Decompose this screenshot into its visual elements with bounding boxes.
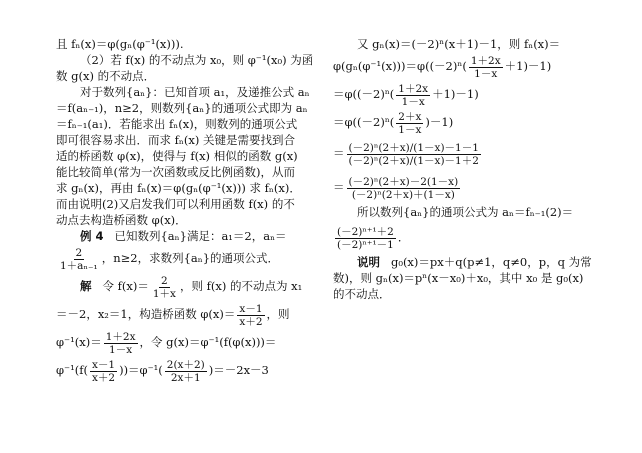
note-text: g₀(x)＝px＋q(p≠1，q≠0，p，q 为常 [390, 255, 592, 269]
example-tail: ，n≥2，求数列{aₙ}的通项公式． [101, 251, 280, 265]
note-label: 说明 [357, 255, 380, 269]
text-line: 求 gₙ(x)，再由 fₙ(x)＝φ(gₙ(φ⁻¹(x))) 求 fₙ(x)． [56, 181, 301, 195]
text-line: 数 g(x) 的不动点． [56, 69, 156, 83]
text-line: ＝f(aₙ₋₁)，n≥2，则数列{aₙ}的通项公式即为 aₙ [56, 101, 308, 115]
text-line: ＝fₙ₋₁(a₁)．若能求出 fₙ(x)，则数列的通项公式 [56, 117, 298, 131]
example-4-formula-line [56, 244, 318, 272]
right-column [333, 36, 601, 302]
solution-label: 解 [80, 279, 92, 293]
note-line-1 [333, 254, 601, 270]
formula-text: ＋1)－1) [504, 59, 552, 73]
note-line-2: 数)，则 gₙ(x)＝pⁿ(x－x₀)＋x₀，其中 x₀ 是 g₀(x) [333, 271, 584, 285]
solution-text: ，则 f(x) 的不动点为 x₁ [179, 279, 303, 293]
solution-text: ，则 [266, 307, 290, 321]
right-line-7: 所以数列{aₙ}的通项公式为 aₙ＝fₙ₋₁(2)＝ [357, 205, 574, 219]
solution-text: φ⁻¹(x)＝ [56, 335, 102, 349]
text-line: 而由说明(2)又启发我们可以利用函数 f(x) 的不 [56, 197, 295, 211]
fraction: $\frac{1+2x}{1-x}$ [398, 82, 429, 108]
fraction: $\frac{x-1}{x+2}$ [91, 358, 116, 384]
text-line: 对于数列{aₙ}：已知首项 a₁，及递推公式 aₙ [80, 85, 310, 99]
text-line: 能比较简单(常为一次函数或反比例函数)，从而 [56, 165, 295, 179]
solution-text: ＝－2，x₂＝1，构造桥函数 φ(x)＝ [56, 307, 236, 321]
right-line-5: ＝ $\frac{\text{(－2)ⁿ(2＋x)/(1－x)－1－1}}{\text{(－2)ⁿ(2＋x)/(1－x)－1＋2}}$ [333, 141, 479, 167]
formula-text: ＋1)－1) [432, 87, 479, 101]
solution-text: φ⁻¹(f( [56, 363, 88, 377]
solution-line-3 [56, 328, 318, 356]
text-line: 且 fₙ(x)＝φ(gₙ(φ⁻¹(x))). [56, 37, 184, 51]
solution-line-4 [56, 356, 318, 384]
formula-text: ＝φ((－2)ⁿ( [333, 115, 395, 129]
right-line-1: 又 gₙ(x)＝(－2)ⁿ(x＋1)－1，则 fₙ(x)＝ [357, 37, 561, 51]
fraction: $\frac{\text{(－2)ⁿ(2＋x)－2(1－x)}}{\text{(－2)ⁿ(2＋x)＋(1－x)}}$ [348, 175, 459, 201]
left-column [56, 36, 318, 384]
right-line-4 [333, 108, 601, 136]
fraction: $\frac{\text{(－2)ⁿ⁺¹＋2}}{\text{(－2)ⁿ⁺¹－1}}$ [337, 225, 394, 251]
note-line-3: 的不动点． [333, 287, 391, 301]
fraction: $\frac{1+2x}{1-x}$ [470, 54, 501, 80]
formula-text: φ(gₙ(φ⁻¹(x)))＝φ((－2)ⁿ( [333, 59, 467, 73]
right-line-3 [333, 80, 601, 108]
fraction: $\frac{2}{\text{1＋aₙ₋₁}}$ [60, 246, 98, 272]
example-text: 已知数列{aₙ}满足：a₁＝2，aₙ＝ [114, 229, 287, 243]
solution-text: 令 f(x)＝ [102, 279, 149, 293]
right-line-2 [333, 52, 601, 80]
formula-text: )－1) [425, 115, 454, 129]
text-line: 动点去构造桥函数 φ(x)． [56, 213, 187, 227]
example-4-line [56, 228, 318, 244]
fraction: $\frac{2(x+2)}{2x+1}$ [166, 358, 205, 384]
example-label: 例 4 [80, 229, 104, 243]
fraction: $\frac{x-1}{x+2}$ [239, 302, 263, 328]
text-line: 即可很容易求出．而求 fₙ(x) 关键是需要找到合 [56, 133, 295, 147]
text-line: （2）若 f(x) 的不动点为 x₀，则 φ⁻¹(x₀) 为函 [80, 53, 314, 67]
solution-text: ))＝φ⁻¹( [119, 363, 163, 377]
fraction: $\frac{1+2x}{1-x}$ [105, 330, 136, 356]
solution-text: )＝－2x－3 [208, 363, 269, 377]
fraction: $\frac{2+x}{1-x}$ [398, 110, 422, 136]
text-line: 适的桥函数 φ(x)，使得与 f(x) 相似的函数 g(x) [56, 149, 298, 163]
solution-line-2 [56, 300, 318, 328]
fraction: $\frac{\text{(－2)ⁿ(2＋x)/(1－x)－1－1}}{\text{(－2)ⁿ(2＋x)/(1－x)－1＋2}}$ [348, 141, 479, 167]
solution-text: ，令 g(x)＝φ⁻¹(f(φ(x)))＝ [139, 335, 277, 349]
right-line-6: ＝ $\frac{\text{(－2)ⁿ(2＋x)－2(1－x)}}{\text{(－2)ⁿ(2＋x)＋(1－x)}}$ [333, 175, 459, 201]
solution-line-1 [56, 272, 318, 300]
fraction: $\frac{2}{1+x}$ [152, 274, 176, 300]
formula-text: ＝φ((－2)ⁿ( [333, 87, 395, 101]
right-line-8: $\frac{\text{(－2)ⁿ⁺¹＋2}}{\text{(－2)ⁿ⁺¹－1}}$ ． [337, 225, 410, 251]
